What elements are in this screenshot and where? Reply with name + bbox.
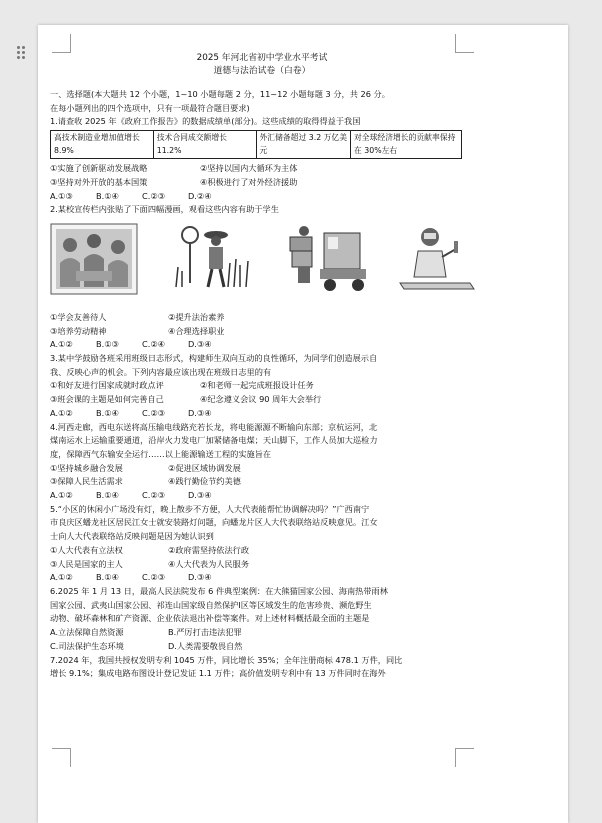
q3-stem: 3.某中学鼓励各班采用班级日志形式，构建师生双向互动的良性循环，为同学们创造展示自 bbox=[50, 353, 378, 364]
q1-option: ④积极进行了对外经济援助 bbox=[200, 176, 298, 187]
q5-stem-line3: 士向人大代表联络站反映问题是因为她认识到 bbox=[50, 531, 214, 542]
q3-option: ①和好友进行国家成就时政点评 bbox=[50, 380, 164, 391]
q3-stem-line2: 我、反映心声的机会。下列内容最应该出现在班级日志里的有 bbox=[50, 366, 272, 377]
answer-choice: D.③④ bbox=[188, 490, 212, 501]
q3-option: ③班会课的主题是如何完善自己 bbox=[50, 394, 164, 405]
answer-choice: C.②③ bbox=[142, 572, 165, 583]
q4-options-row2 bbox=[50, 475, 474, 489]
q4-options-row1 bbox=[50, 462, 474, 476]
q4-option: ④践行勤俭节约美德 bbox=[168, 476, 241, 487]
answer-choice: C.②③ bbox=[142, 407, 165, 418]
answer-choice: C.②③ bbox=[142, 190, 165, 201]
q2-option: ①学会友善待人 bbox=[50, 311, 107, 322]
answer-choice: A.①② bbox=[50, 339, 73, 350]
document-content bbox=[50, 52, 474, 681]
answer-choice: D.③④ bbox=[188, 339, 212, 350]
section-heading-line2: 在每小题列出的四个选项中，只有一项最符合题目要求) bbox=[50, 102, 250, 113]
comic-farmer-image bbox=[168, 223, 256, 295]
q3-options-row2 bbox=[50, 393, 474, 407]
q1-data-table bbox=[50, 130, 462, 159]
q6-option: D.人类需要敬畏自然 bbox=[168, 640, 243, 651]
answer-choice: D.③④ bbox=[188, 407, 212, 418]
q5-options-row1 bbox=[50, 544, 474, 558]
q4-option: ③保障人民生活需求 bbox=[50, 476, 123, 487]
q1-option: ①实施了创新驱动发展战略 bbox=[50, 163, 148, 174]
q5-option: ③人民是国家的主人 bbox=[50, 558, 123, 569]
table-row bbox=[51, 131, 462, 159]
table-cell: 高技术制造业增加值增长 8.9% bbox=[51, 131, 154, 159]
q4-stem: 4.河西走廊，西电东送将高压输电线路充若长龙，将电能源源不断输向东部；京杭运河，北 bbox=[50, 421, 378, 432]
comic-delivery-image bbox=[284, 223, 372, 295]
q5-stem-line2: 市良庆区蟠龙社区居民江女士就安装路灯问题，向蟠龙片区人大代表联络站反映意见。江女 bbox=[50, 517, 378, 528]
drag-handle-icon[interactable] bbox=[17, 46, 27, 60]
q7-stem: 7.2024 年，我国共授权发明专利 1045 万件，同比增长 35%；全年注册商标 478.1 万件，同比 bbox=[50, 654, 403, 665]
exam-title: 2025 年河北省初中学业水平考试 bbox=[196, 53, 328, 63]
q5-stem: 5.“小区的休闲小广场没有灯，晚上散步不方便，人大代表能帮忙协调解决吗？”广西南宁 bbox=[50, 503, 370, 514]
answer-choice: B.①③ bbox=[96, 339, 119, 350]
q4-stem-line2: 煤南运水上运输重要通道，沿岸火力发电厂加紧储备电煤；天山脚下，工作人员加大巡检力 bbox=[50, 435, 378, 446]
answer-choice: A.①③ bbox=[50, 190, 73, 201]
q5-option: ②政府需坚持依法行政 bbox=[168, 544, 250, 555]
answer-choice: A.①② bbox=[50, 572, 73, 583]
answer-choice: A.①② bbox=[50, 490, 73, 501]
table-cell: 对全球经济增长的贡献率保持在 30%左右 bbox=[351, 131, 462, 159]
q1-stem: 1.请查收 2025 年《政府工作报告》的数据成绩单(部分)。这些成绩的取得得益于我国 bbox=[50, 116, 361, 127]
q6-options-row2 bbox=[50, 640, 474, 654]
q6-options-row1 bbox=[50, 626, 474, 640]
q5-option: ①人大代表有立法权 bbox=[50, 544, 123, 555]
answer-choice: A.①② bbox=[50, 407, 73, 418]
q1-answers bbox=[50, 190, 474, 204]
q2-option: ③培养劳动精神 bbox=[50, 325, 107, 336]
q3-option: ④纪念遵义会议 90 周年大会举行 bbox=[200, 394, 322, 405]
q2-option: ④合理选择职业 bbox=[168, 325, 225, 336]
exam-subtitle: 道德与法治试卷（白卷） bbox=[213, 66, 311, 76]
q6-stem: 6.2025 年 1 月 13 日，最高人民法院发布 6 件典型案例：在大熊猫国家公园、海南热带雨林 bbox=[50, 585, 388, 596]
q2-answers bbox=[50, 338, 474, 352]
q6-stem-line2: 国家公园、武夷山国家公园、祁连山国家级自然保护Ⅰ区等区域发生的危害珍贵、濒危野生 bbox=[50, 599, 372, 610]
crop-mark-bottom-right bbox=[455, 748, 474, 767]
comic-scientist-image bbox=[390, 223, 478, 295]
q5-options-row2 bbox=[50, 558, 474, 572]
q1-option: ②坚持以国内大循环为主体 bbox=[200, 163, 298, 174]
q4-answers bbox=[50, 489, 474, 503]
answer-choice: B.①④ bbox=[96, 490, 119, 501]
q4-option: ②促进区域协调发展 bbox=[168, 462, 241, 473]
answer-choice: B.①④ bbox=[96, 190, 119, 201]
q3-options-row1 bbox=[50, 379, 474, 393]
q3-option: ②和老师一起完成班报设计任务 bbox=[200, 380, 314, 391]
q7-stem-line2: 增长 9.1%；集成电路布图设计登记发证 1.1 万件；高价值发明专利中有 13 万件同时在海外 bbox=[50, 668, 386, 679]
q4-option: ①坚持城乡融合发展 bbox=[50, 462, 123, 473]
q1-options-row2 bbox=[50, 176, 474, 190]
answer-choice: D.②④ bbox=[188, 190, 212, 201]
q1-options-row1 bbox=[50, 162, 474, 176]
q6-option: B.严厉打击违法犯罪 bbox=[168, 627, 242, 638]
q6-option: C.司法保护生态环境 bbox=[50, 640, 124, 651]
q2-options-row2 bbox=[50, 325, 474, 339]
section-heading: 一、选择题(本大题共 12 个小题，1~10 小题每题 2 分，11~12 小题每题 3 分，共 26 分。 bbox=[50, 89, 390, 99]
q2-options-row1 bbox=[50, 311, 474, 325]
q6-stem-line3: 动物、破坏森林和矿产资源、企业依法退出补偿等案件。对上述材料概括最全面的主题是 bbox=[50, 613, 370, 624]
comic-surgeons-image bbox=[50, 223, 138, 295]
answer-choice: B.①④ bbox=[96, 407, 119, 418]
q4-stem-line3: 度，保障西气东输安全运行……以上能源输送工程的实施旨在 bbox=[50, 448, 272, 459]
q6-option: A.立法保障自然资源 bbox=[50, 627, 124, 638]
q5-option: ④人大代表为人民服务 bbox=[168, 558, 250, 569]
table-cell: 技术合同成交额增长 11.2% bbox=[153, 131, 256, 159]
answer-choice: C.②④ bbox=[142, 339, 165, 350]
q5-answers bbox=[50, 571, 474, 585]
crop-mark-top-right bbox=[455, 34, 474, 53]
table-cell: 外汇储备超过 3.2 万亿美元 bbox=[256, 131, 351, 159]
comic-strip bbox=[50, 219, 474, 307]
answer-choice: C.②③ bbox=[142, 490, 165, 501]
q3-answers bbox=[50, 407, 474, 421]
crop-mark-top-left bbox=[52, 34, 71, 53]
crop-mark-bottom-left bbox=[52, 748, 71, 767]
q1-option: ③坚持对外开放的基本国策 bbox=[50, 176, 148, 187]
q2-stem: 2.某校宣传栏内张贴了下面四幅漫画，观看这些内容有助于学生 bbox=[50, 204, 279, 215]
answer-choice: B.①④ bbox=[96, 572, 119, 583]
q2-option: ②提升法治素养 bbox=[168, 311, 225, 322]
answer-choice: D.③④ bbox=[188, 572, 212, 583]
